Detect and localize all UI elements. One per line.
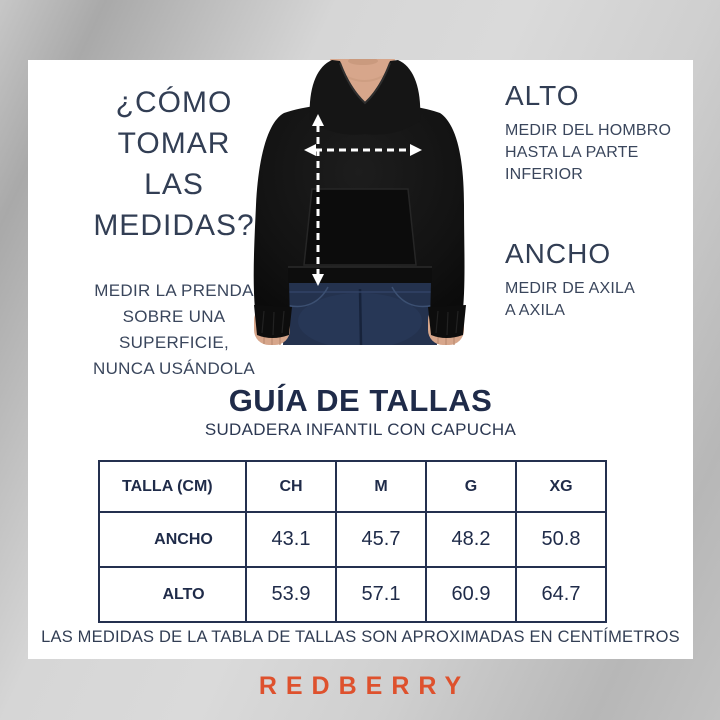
alto-label: ALTO xyxy=(505,80,580,111)
how-to-title-line2: LAS MEDIDAS? xyxy=(93,168,255,242)
alto-desc-line: INFERIOR xyxy=(505,166,584,183)
alto-desc-line: HASTA LA PARTE xyxy=(505,144,639,161)
row-label-alto: ALTO xyxy=(99,567,246,622)
how-to-note-line: MEDIR LA PRENDA xyxy=(94,281,254,300)
row-label-ancho: ANCHO xyxy=(99,512,246,567)
size-guide-subtitle: SUDADERA INFANTIL CON CAPUCHA xyxy=(204,420,517,439)
header-ch: CH xyxy=(246,461,336,512)
jeans xyxy=(283,281,437,345)
alto-desc xyxy=(505,120,685,186)
brand-logo: REDBERRY xyxy=(258,672,471,700)
ancho-desc-line: A AXILA xyxy=(505,302,566,319)
ancho-desc xyxy=(505,278,685,322)
alto-g: 60.9 xyxy=(426,567,516,622)
header-xg: XG xyxy=(516,461,606,512)
header-m: M xyxy=(336,461,426,512)
table-row-ancho xyxy=(99,512,606,567)
size-guide-title: GUÍA DE TALLAS xyxy=(228,383,493,418)
alto-xg: 64.7 xyxy=(516,567,606,622)
ancho-g: 48.2 xyxy=(426,512,516,567)
alto-ch: 53.9 xyxy=(246,567,336,622)
ancho-label: ANCHO xyxy=(505,238,612,269)
size-table-header-row xyxy=(99,461,606,512)
alto-block xyxy=(505,80,685,186)
alto-desc-line: MEDIR DEL HOMBRO xyxy=(505,122,672,139)
how-to-note-line: NUNCA USÁNDOLA xyxy=(93,359,255,378)
table-footnote: LAS MEDIDAS DE LA TABLA DE TALLAS SON APROXIMADAS EN CENTÍMETROS xyxy=(41,628,680,646)
size-guide-card xyxy=(28,60,693,659)
table-row-alto xyxy=(99,567,606,622)
hoodie-figure xyxy=(214,59,470,345)
alto-m: 57.1 xyxy=(336,567,426,622)
header-g: G xyxy=(426,461,516,512)
how-to-note-line: SUPERFICIE, xyxy=(118,333,230,352)
measure-definitions xyxy=(505,80,685,322)
ancho-m: 45.7 xyxy=(336,512,426,567)
size-table xyxy=(98,460,607,623)
header-talla: TALLA (CM) xyxy=(99,461,246,512)
how-to-note-line: SOBRE UNA xyxy=(122,307,226,326)
ancho-desc-line: MEDIR DE AXILA xyxy=(505,280,635,297)
ancho-ch: 43.1 xyxy=(246,512,336,567)
how-to-title-line1: ¿CÓMO TOMAR xyxy=(115,86,233,160)
ancho-xg: 50.8 xyxy=(516,512,606,567)
hoodie-illustration xyxy=(214,59,470,345)
ancho-block xyxy=(505,238,685,322)
